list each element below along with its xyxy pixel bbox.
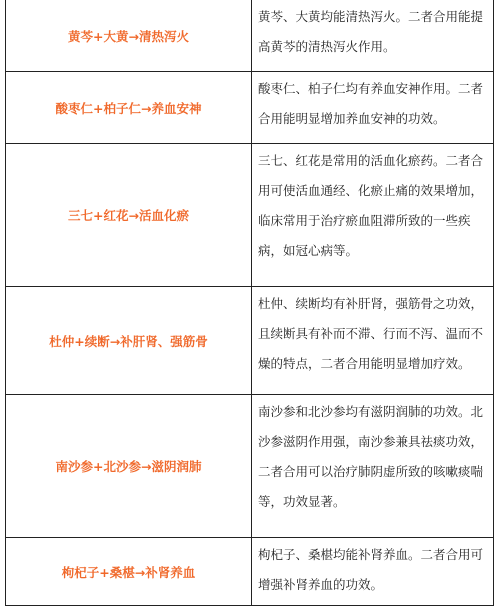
herb-pair-cell: [6, 144, 252, 286]
herb-pair-cell: [6, 287, 252, 394]
description-cell: [252, 0, 493, 71]
herb-pair-label: 枸杞子+桑椹→补肾养血: [61, 564, 196, 580]
herb-pair-cell: [6, 395, 252, 537]
description-cell: [252, 538, 493, 605]
herb-pair-label: 三七+红花→活血化瘀: [68, 208, 189, 223]
table-row: [5, 72, 494, 144]
table-row: [5, 144, 494, 287]
herb-pair-description: 酸枣仁、柏子仁均有养血安神作用。二者合用能明显增加养血安神的功效。: [258, 81, 484, 126]
table-row: [5, 395, 494, 538]
herb-pair-label: 杜仲+续断→补肝肾、强筋骨: [49, 333, 208, 349]
herb-pair-cell: [6, 72, 252, 143]
herb-pair-description: 杜仲、续断均有补肝肾，强筋骨之功效，且续断具有补而不滞、行而不泻、温而不燥的特点，二者合用能明显增加疗效。: [258, 296, 484, 371]
herb-pair-cell: [6, 538, 252, 605]
table-row: [5, 287, 494, 395]
herb-pair-label: 酸枣仁+柏子仁→养血安神: [55, 100, 202, 116]
description-cell: [252, 287, 493, 394]
herb-pair-table: [5, 0, 494, 606]
herb-pair-description: 枸杞子、桑椹均能补肾养血。二者合用可增强补肾养血的功效。: [258, 547, 484, 592]
herb-pair-label: 南沙参+北沙参→滋阴润肺: [55, 459, 202, 474]
herb-pair-label: 黄芩+大黄→清热泻火: [68, 28, 189, 44]
table-row: [5, 538, 494, 606]
herb-pair-cell: [6, 0, 252, 71]
herb-pair-description: 三七、红花是常用的活血化瘀药。二者合用可使活血通经、化瘀止痛的效果增加，临床常用于治疗瘀血阻滞所致的一些疾病，如冠心病等。: [258, 153, 484, 258]
herb-pair-description: 南沙参和北沙参均有滋阴润肺的功效。北沙参滋阴作用强，南沙参兼具祛痰功效，二者合用可以治疗肺阴虚所致的咳嗽痰喘等，功效显著。: [258, 404, 484, 509]
description-cell: [252, 144, 493, 286]
description-cell: [252, 395, 493, 537]
herb-pair-description: 黄芩、大黄均能清热泻火。二者合用能提高黄芩的清热泻火作用。: [258, 9, 484, 54]
description-cell: [252, 72, 493, 143]
table-row: [5, 0, 494, 72]
